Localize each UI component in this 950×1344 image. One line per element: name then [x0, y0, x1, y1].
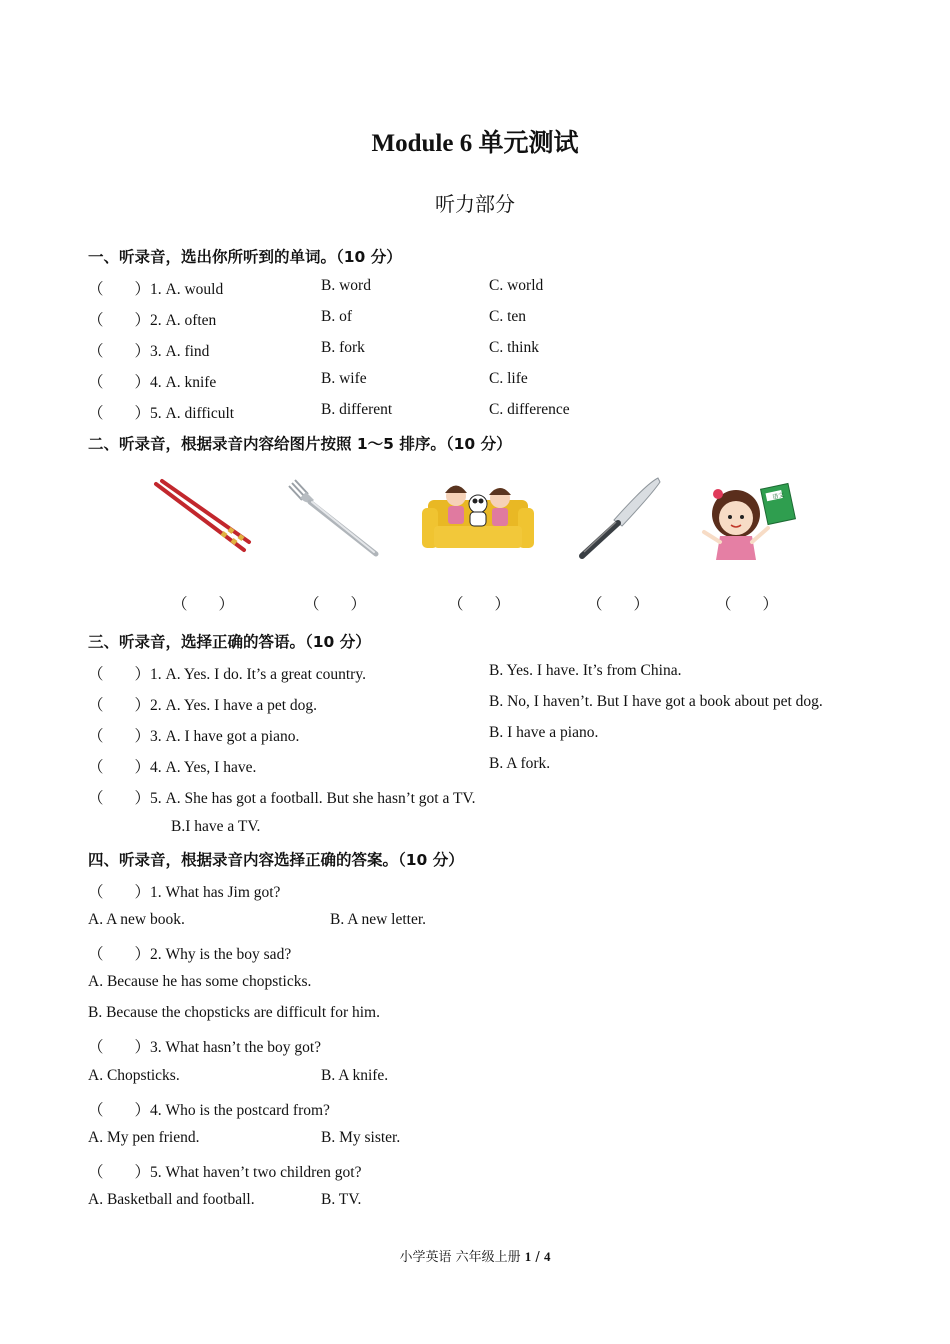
s1-q2: （ ）2. A. often — [88, 312, 217, 329]
s4-q1-a: A. A new book. — [88, 911, 185, 928]
s3-q1-b: B. Yes. I have. It’s from China. — [489, 662, 682, 679]
footer-separator: / — [531, 1250, 544, 1265]
girl-with-book-icon — [698, 480, 802, 562]
s4-q5-a: A. Basketball and football. — [88, 1191, 255, 1208]
s3-q4: （ ）4. A. Yes, I have. — [88, 759, 257, 776]
s3-q1: （ ）1. A. Yes. I do. It’s a great country. — [88, 666, 366, 683]
s3-q2: （ ）2. A. Yes. I have a pet dog. — [88, 697, 318, 714]
footer-page-number: 1 — [524, 1249, 532, 1264]
s1-q3: （ ）3. A. find — [88, 343, 210, 360]
page-title: Module 6 单元测试 — [371, 130, 579, 157]
s3-q4-b: B. A fork. — [489, 755, 551, 772]
s1-q3-c: C. think — [489, 339, 539, 356]
section1-heading: 一、听录音，选出你所听到的单词。（10 分） — [88, 248, 402, 266]
fork-icon — [286, 478, 382, 560]
s1-q2-c: C. ten — [489, 308, 527, 325]
section2-heading: 二、听录音，根据录音内容给图片按照 1～5 排序。（10 分） — [88, 435, 512, 453]
s4-q3: （ ）3. What hasn’t the boy got? — [88, 1039, 322, 1056]
s4-q2: （ ）2. Why is the boy sad? — [88, 946, 292, 963]
s1-q5-c: C. difference — [489, 401, 570, 418]
s2-paren-3: （ ） — [448, 596, 511, 613]
s3-q5: （ ）5. A. She has got a football. But she hasn’t got a TV. — [88, 790, 476, 807]
chopsticks-icon — [150, 478, 252, 558]
section-title-listening: 听力部分 — [435, 192, 515, 216]
s1-q1: （ ）1. A. would — [88, 281, 224, 298]
s2-paren-4: （ ） — [587, 596, 650, 613]
s4-q5: （ ）5. What haven’t two children got? — [88, 1164, 362, 1181]
s4-q1-b: B. A new letter. — [330, 911, 427, 928]
s3-q3-b: B. I have a piano. — [489, 724, 599, 741]
s1-q4: （ ）4. A. knife — [88, 374, 217, 391]
s2-paren-1: （ ） — [172, 596, 235, 613]
s4-q2-b: B. Because the chopsticks are difficult for him. — [88, 1004, 380, 1021]
s1-q1-b: B. word — [321, 277, 371, 294]
book-cover-label: 语文 — [771, 491, 786, 501]
s3-q5-b: B.I have a TV. — [171, 818, 261, 835]
s4-q4-b: B. My sister. — [321, 1129, 401, 1146]
s4-q4: （ ）4. Who is the postcard from? — [88, 1102, 330, 1119]
s3-q3: （ ）3. A. I have got a piano. — [88, 728, 300, 745]
s4-q3-b: B. A knife. — [321, 1067, 389, 1084]
s4-q5-b: B. TV. — [321, 1191, 362, 1208]
footer-text: 小学英语 六年级上册 — [399, 1250, 525, 1265]
s2-paren-2: （ ） — [304, 596, 367, 613]
s4-q4-a: A. My pen friend. — [88, 1129, 200, 1146]
s1-q1-c: C. world — [489, 277, 544, 294]
s4-q2-a: A. Because he has some chopsticks. — [88, 973, 312, 990]
s1-q5: （ ）5. A. difficult — [88, 405, 235, 422]
s1-q3-b: B. fork — [321, 339, 365, 356]
s1-q5-b: B. different — [321, 401, 393, 418]
s2-paren-5: （ ） — [716, 596, 779, 613]
s1-q4-c: C. life — [489, 370, 528, 387]
footer-page-total: 4 — [543, 1249, 551, 1264]
children-on-sofa-icon — [422, 478, 534, 554]
knife-icon — [576, 476, 662, 560]
s4-q3-a: A. Chopsticks. — [88, 1067, 180, 1084]
s4-q1: （ ）1. What has Jim got? — [88, 884, 281, 901]
s3-q2-b: B. No, I haven’t. But I have got a book about pet dog. — [489, 693, 823, 710]
section4-heading: 四、听录音，根据录音内容选择正确的答案。（10 分） — [88, 851, 464, 869]
section3-heading: 三、听录音，选择正确的答语。（10 分） — [88, 633, 371, 651]
page-footer — [0, 1246, 950, 1265]
s1-q4-b: B. wife — [321, 370, 367, 387]
s1-q2-b: B. of — [321, 308, 352, 325]
